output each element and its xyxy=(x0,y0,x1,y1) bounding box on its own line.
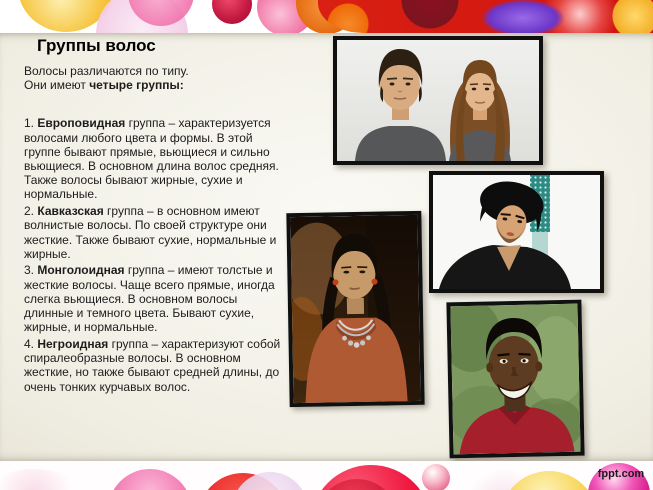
decor-bubble-glossy xyxy=(422,464,450,490)
para-1-term: Европовидная xyxy=(37,116,126,131)
mongoloid-portrait-image xyxy=(290,215,420,403)
para-2-term: Кавказская xyxy=(37,204,104,219)
bottom-decoration-band xyxy=(0,461,653,490)
paragraph-1 xyxy=(24,116,281,201)
para-3-text: группа – имеют толстые и жесткие волосы. Чаще всего прямые, иногда слегка вьющиеся. В основном волосы длинные и темного цвета. Бывают сухие, жирные, и нормальные. xyxy=(24,263,275,335)
top-decoration-band xyxy=(0,0,653,33)
paragraph-3 xyxy=(24,263,281,334)
negroid-portrait-image xyxy=(450,304,580,455)
photo-european-group xyxy=(333,36,543,165)
paragraph-2 xyxy=(24,204,281,261)
decor-bubble-haze xyxy=(0,469,82,490)
para-1-num: 1. xyxy=(24,116,38,131)
intro-line2-bold: четыре группы: xyxy=(89,78,184,93)
fppt-watermark: fppt.com xyxy=(597,468,645,480)
intro-line2: Они имеют xyxy=(24,78,90,93)
body-text-block xyxy=(24,64,281,396)
para-3-term: Монголоидная xyxy=(37,263,125,278)
para-1-text: группа – характеризуется волосами любого цвета и формы. В этой группе бывают прямые, вьющиеся и сильно вьющиеся. В основном длина волос средняя. Также волосы бывают жирные, сухие и нормальные. xyxy=(24,116,279,202)
para-4-text: группа – характеризуют собой спиралеобразные волосы. В основном жесткие, но также бывают средней длины, до очень тонких курчавых волос. xyxy=(24,336,281,394)
para-2-text: группа – в основном имеют волнистые волосы. По своей структуре они жесткие. Также бывают сухие, нормальные и жирные. xyxy=(24,204,277,261)
para-4-term: Негроидная xyxy=(37,336,109,351)
para-2-num: 2. xyxy=(24,204,38,219)
decor-bubble-crimson xyxy=(212,0,252,24)
decor-red-cluster xyxy=(318,0,653,33)
paragraph-4 xyxy=(24,337,281,394)
page-title: Группы волос xyxy=(37,36,156,55)
para-4-num: 4. xyxy=(24,336,38,351)
photo-mongoloid-group xyxy=(286,211,424,407)
european-portraits-image xyxy=(337,40,539,161)
photo-caucasian-group xyxy=(429,171,604,293)
photo-negroid-group xyxy=(446,300,584,459)
caucasian-portrait-image xyxy=(433,175,600,289)
para-3-num: 3. xyxy=(24,263,38,278)
decor-bubble-pink xyxy=(108,469,192,490)
slide-body xyxy=(0,33,653,461)
intro-paragraph xyxy=(24,64,281,92)
intro-line1: Волосы различаются по типу. xyxy=(24,64,189,78)
